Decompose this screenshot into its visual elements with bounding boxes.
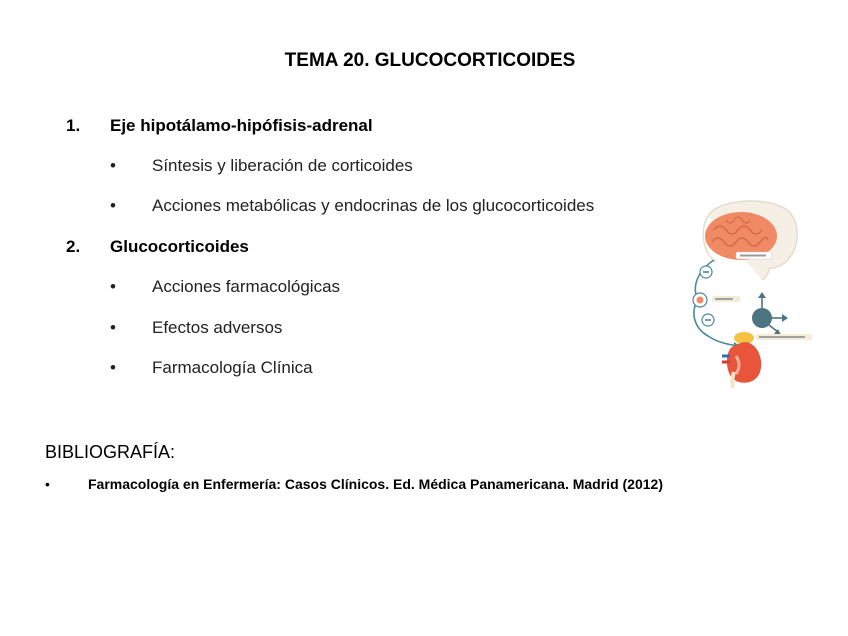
page-title: TEMA 20. GLUCOCORTICOIDES	[284, 50, 576, 71]
section-2-heading	[66, 237, 249, 257]
bibliography-entry-text: Farmacología en Enfermería: Casos Clínicos. Ed. Médica Panamericana. Madrid (2012)	[88, 476, 663, 492]
target-cell-icon	[752, 292, 788, 335]
list-item	[110, 156, 413, 176]
bullet: •	[45, 476, 50, 492]
section-number: 1.	[66, 116, 81, 135]
list-item	[110, 196, 594, 216]
kidney-icon	[722, 332, 761, 388]
list-item-text: Farmacología Clínica	[152, 358, 313, 377]
bullet: •	[110, 156, 116, 175]
list-item	[110, 358, 313, 378]
bullet: •	[110, 318, 116, 337]
list-item-text: Acciones metabólicas y endocrinas de los glucocorticoides	[152, 196, 595, 215]
section-number: 2.	[66, 237, 81, 256]
section-1-heading	[66, 116, 373, 136]
bullet: •	[110, 277, 116, 296]
bibliography-entry	[45, 476, 663, 492]
list-item-text: Acciones farmacológicas	[152, 277, 341, 296]
section-title: Eje hipotálamo-hipófisis-adrenal	[110, 116, 373, 135]
hpa-axis-illustration	[686, 196, 816, 388]
bibliography-heading: BIBLIOGRAFÍA:	[45, 442, 176, 462]
list-item-text: Efectos adversos	[152, 318, 283, 337]
list-item	[110, 277, 340, 297]
section-title: Glucocorticoides	[110, 237, 249, 256]
bullet: •	[110, 358, 116, 377]
list-item-text: Síntesis y liberación de corticoides	[152, 156, 413, 175]
list-item	[110, 318, 282, 338]
bullet: •	[110, 196, 116, 215]
